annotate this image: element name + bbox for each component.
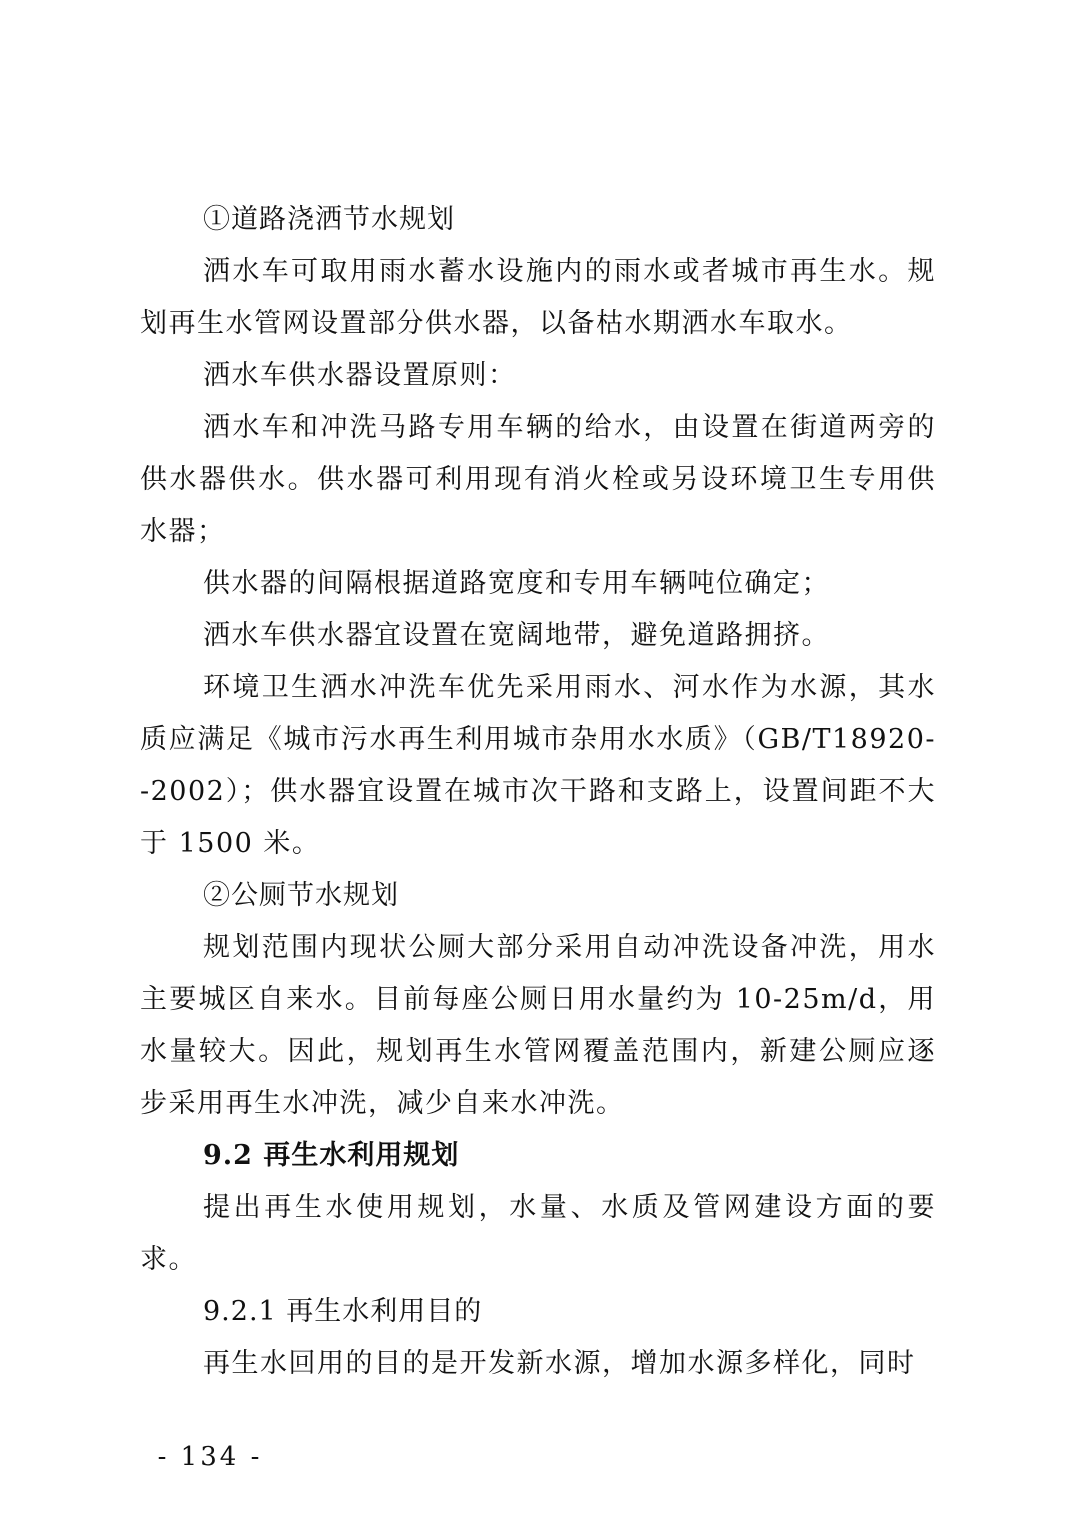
paragraph-hydrant-location: 洒水车供水器宜设置在宽阔地带，避免道路拥挤。 [203,620,830,651]
section-heading-road-watering: ①道路浇洒节水规划 [203,204,455,235]
paragraph-sprinkler-source: 洒水车可取用雨水蓄水设施内的雨水或者城市再生水。规划再生水管网设置部分供水器，以备枯水期洒水车取水。 [140,256,936,339]
paragraph-reuse-requirements: 提出再生水使用规划，水量、水质及管网建设方面的要求。 [140,1192,936,1275]
paragraph-hydrant-principles: 洒水车供水器设置原则： [203,360,517,391]
section-heading-9-2: 9.2 再生水利用规划 [203,1140,460,1171]
paragraph-toilet-usage: 规划范围内现状公厕大部分采用自动冲洗设备冲洗，用水主要城区自来水。目前每座公厕日用水量约为 10-25m/d，用水量较大。因此，规划再生水管网覆盖范围内，新建公厕应逐步采用再生水冲洗，减少自来水冲洗。 [140,932,936,1119]
page-number: - 134 - [157,1442,263,1472]
document-body [140,194,936,1390]
paragraph-reuse-purpose: 再生水回用的目的是开发新水源，增加水源多样化，同时 [203,1348,916,1379]
paragraph-hydrant-spacing: 供水器的间隔根据道路宽度和专用车辆吨位确定； [203,568,830,599]
section-heading-9-2-1: 9.2.1 再生水利用目的 [203,1296,483,1327]
paragraph-water-quality: 环境卫生洒水冲洗车优先采用雨水、河水作为水源，其水质应满足《城市污水再生利用城市杂用水水质》（GB/T18920--2002）；供水器宜设置在城市次干路和支路上，设置间距不大于 1500 米。 [140,672,936,859]
paragraph-hydrant-supply: 洒水车和冲洗马路专用车辆的给水，由设置在街道两旁的供水器供水。供水器可利用现有消火栓或另设环境卫生专用供水器； [140,412,936,547]
section-heading-toilet-watering: ②公厕节水规划 [203,880,399,911]
